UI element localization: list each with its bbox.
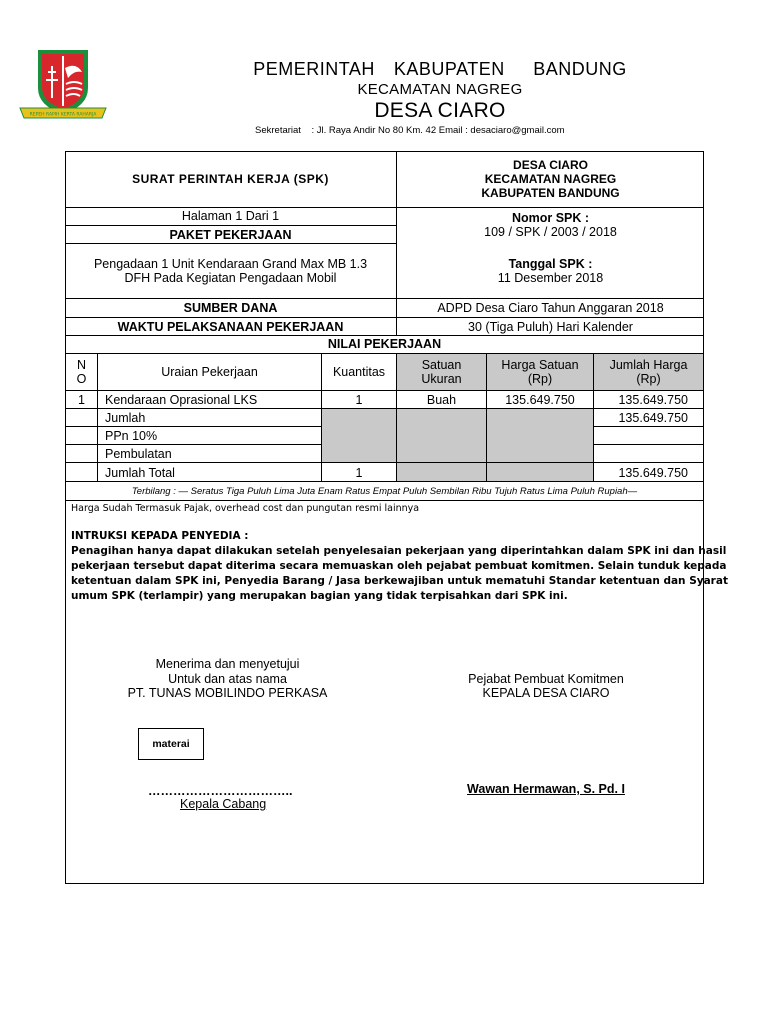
row-satuan: Buah: [426, 393, 457, 407]
col-head-no: O: [76, 372, 87, 386]
nomor-spk-label: Nomor SPK :: [511, 211, 590, 225]
col-head-satuan: Ukuran: [421, 372, 462, 386]
terbilang: Terbilang : — Seratus Tiga Puluh Lima Juta Enam Ratus Empat Puluh Sembilan Ribu Tujuh Ratus Lima Puluh Rupiah—: [131, 486, 638, 497]
org-line-2: KECAMATAN NAGREG: [484, 172, 617, 186]
divider: [65, 298, 704, 299]
row-jumlah-label: Jumlah: [105, 411, 146, 425]
divider: [65, 500, 704, 501]
org-line-3: KABUPATEN BANDUNG: [481, 186, 620, 200]
price-note: Harga Sudah Termasuk Pajak, overhead cost dan pungutan resmi lainnya: [71, 503, 420, 514]
header-district: KECAMATAN NAGREG: [357, 81, 523, 98]
empty-cell: [397, 463, 486, 481]
sign-left-title: Kepala Cabang: [180, 797, 267, 811]
logo-motto: REPEH RAPIH KERTA RAHARJA: [29, 112, 97, 118]
divider: [65, 207, 704, 208]
sign-left-company: PT. TUNAS MOBILINDO PERKASA: [127, 686, 328, 700]
instruksi-line: umum SPK (terlampir) yang merupakan bagian yang tidak terpisahkan dari SPK ini.: [71, 590, 568, 602]
org-line-1: DESA CIARO: [513, 158, 588, 172]
sign-right-name: Wawan Hermawan, S. Pd. I: [467, 782, 625, 796]
row-no: 1: [78, 393, 85, 407]
nilai-pekerjaan-label: NILAI PEKERJAAN: [327, 337, 442, 351]
row-jumlah: 135.649.750: [618, 393, 688, 407]
divider: [65, 225, 396, 226]
waktu-label: WAKTU PELAKSANAAN PEKERJAAN: [117, 320, 344, 334]
sign-right-line-1: Pejabat Pembuat Komitmen: [468, 672, 624, 686]
sign-right-line-2: KEPALA DESA CIARO: [482, 686, 610, 700]
row-jumlah-value: 135.649.750: [618, 411, 688, 425]
col-head-harga: (Rp): [527, 372, 553, 386]
row-pembulatan-label: Pembulatan: [105, 447, 172, 461]
col-head-uraian: Uraian Pekerjaan: [161, 365, 258, 379]
instruksi-line: Penagihan hanya dapat dilakukan setelah penyelesaian pekerjaan yang diperintahkan dalam SPK ini dan hasil: [71, 545, 727, 557]
materai-stamp-box: materai: [138, 728, 204, 760]
row-harga: 135.649.750: [505, 393, 575, 407]
divider: [65, 481, 704, 482]
empty-cell: [397, 409, 486, 462]
divider: [65, 243, 396, 244]
spk-title: SURAT PERINTAH KERJA (SPK): [132, 172, 329, 186]
col-head-kuantitas: Kuantitas: [332, 365, 386, 379]
sign-left-line-1: Menerima dan menyetujui: [155, 657, 300, 671]
col-head-satuan: Satuan: [421, 358, 462, 372]
divider: [65, 462, 704, 463]
empty-cell: [487, 463, 593, 481]
row-total-value: 135.649.750: [618, 466, 688, 480]
row-ppn-label: PPn 10%: [105, 429, 158, 443]
sumber-dana-label: SUMBER DANA: [183, 301, 278, 315]
col-head-harga: Harga Satuan: [501, 358, 579, 372]
paket-line-2: DFH Pada Kegiatan Pengadaan Mobil: [124, 271, 337, 285]
col-head-jumlah: (Rp): [636, 372, 661, 386]
col-head-jumlah: Jumlah Harga: [609, 358, 688, 372]
page-info: Halaman 1 Dari 1: [181, 209, 280, 223]
instruksi-line: pekerjaan tersebut dapat diterima secara memuaskan oleh pejabat pembuat komitmen. Selain tunduk kepada: [71, 560, 727, 572]
row-uraian: Kendaraan Oprasional LKS: [105, 393, 258, 407]
district-logo: [16, 48, 110, 122]
instruksi-line: ketentuan dalam SPK ini, Penyedia Barang / Jasa berkewajiban untuk mematuhi Standar ketentuan dan Syarat: [71, 575, 728, 587]
row-total-label: Jumlah Total: [105, 466, 175, 480]
sign-left-dots: ……………………………..: [148, 784, 293, 798]
empty-cell: [487, 409, 593, 462]
col-head-no: N: [76, 358, 87, 372]
tanggal-spk-label: Tanggal SPK :: [508, 257, 593, 271]
empty-cell: [322, 409, 396, 462]
row-kuantitas: 1: [355, 393, 363, 407]
nomor-spk-value: 109 / SPK / 2003 / 2018: [484, 225, 617, 239]
header-address: Sekretariat : Jl. Raya Andir No 80 Km. 42 Email : desaciaro@gmail.com: [255, 125, 565, 136]
tanggal-spk-value: 11 Desember 2018: [497, 271, 604, 285]
waktu-value: 30 (Tiga Puluh) Hari Kalender: [468, 320, 633, 334]
divider: [65, 335, 704, 336]
divider: [65, 317, 704, 318]
paket-label: PAKET PEKERJAAN: [169, 228, 292, 242]
sign-left-line-2: Untuk dan atas nama: [168, 672, 287, 686]
header-government: PEMERINTAH KABUPATEN BANDUNG: [253, 59, 627, 79]
divider: [65, 390, 704, 391]
instruksi-title: INTRUKSI KEPADA PENYEDIA :: [71, 530, 249, 542]
header-village: DESA CIARO: [374, 99, 506, 122]
row-total-kuantitas: 1: [355, 466, 363, 480]
paket-line-1: Pengadaan 1 Unit Kendaraan Grand Max MB 1.3: [93, 257, 368, 271]
sumber-dana-value: ADPD Desa Ciaro Tahun Anggaran 2018: [437, 301, 664, 315]
